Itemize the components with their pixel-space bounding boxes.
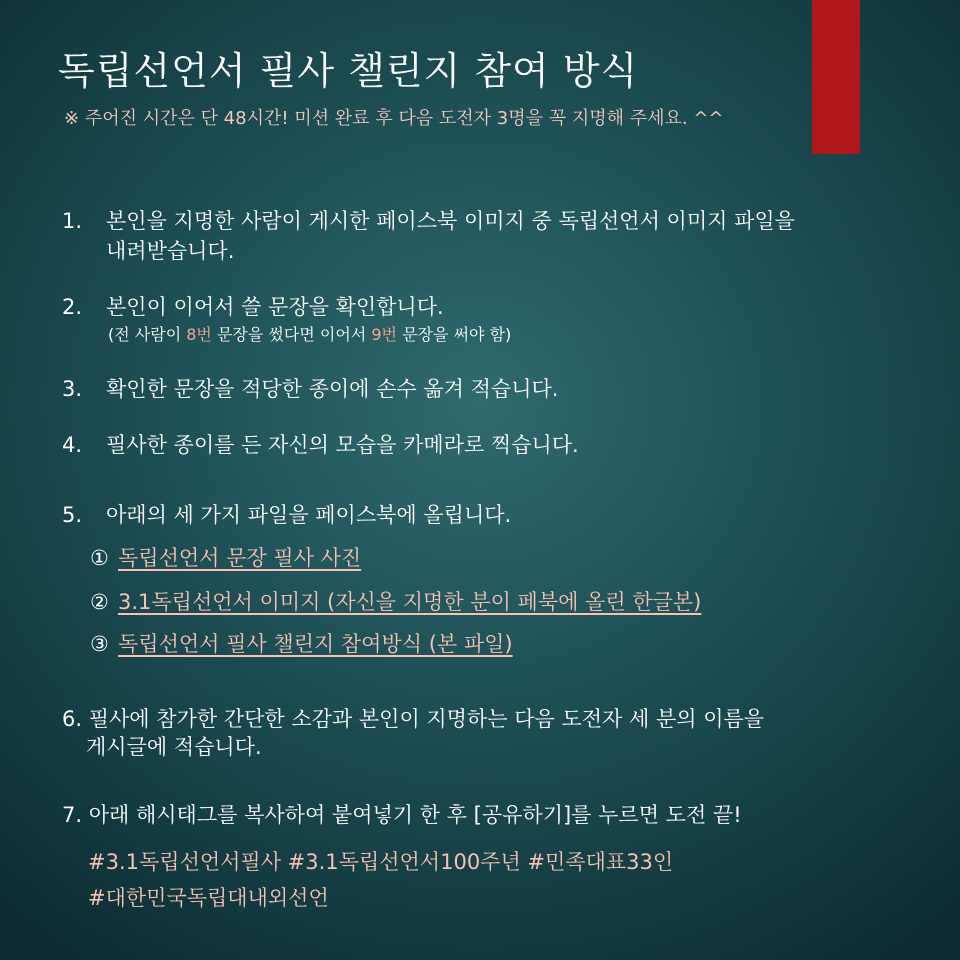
step-number: 6. <box>62 707 83 731</box>
circled-number: ② <box>90 590 109 614</box>
step-text: 본인을 지명한 사람이 게시한 페이스북 이미지 중 독립선언서 이미지 파일을 <box>106 209 795 233</box>
step-text: 아래의 세 가지 파일을 페이스북에 올립니다. <box>106 503 512 527</box>
file-item-1 <box>90 542 361 572</box>
step-number: 1. <box>62 209 83 233</box>
red-accent-bar <box>812 0 860 154</box>
circled-number: ① <box>90 546 109 570</box>
file-item-2 <box>90 586 701 616</box>
file-link[interactable]: 3.1독립선언서 이미지 (자신을 지명한 분이 페북에 올린 한글본) <box>118 590 702 614</box>
step-text: 확인한 문장을 적당한 종이에 손수 옮겨 적습니다. <box>106 377 559 401</box>
step-number: 7. <box>62 803 83 827</box>
file-item-3 <box>90 628 513 658</box>
step-7 <box>62 800 742 830</box>
highlight-number: 9번 <box>371 325 397 344</box>
step-6-continued: 게시글에 적습니다. <box>86 735 262 759</box>
circled-number: ③ <box>90 632 109 656</box>
hashtag-line-2: #대한민국독립대내외선언 <box>88 886 329 910</box>
file-link[interactable]: 독립선언서 문장 필사 사진 <box>118 546 362 570</box>
subtitle-notice: ※ 주어진 시간은 단 48시간! 미션 완료 후 다음 도전자 3명을 꼭 지명해 주세요. ^^ <box>64 108 724 129</box>
file-link[interactable]: 독립선언서 필사 챌린지 참여방식 (본 파일) <box>118 632 513 656</box>
step-number: 4. <box>62 433 83 457</box>
step-text: 필사한 종이를 든 자신의 모습을 카메라로 찍습니다. <box>106 433 579 457</box>
step-6 <box>62 704 764 734</box>
step-number: 3. <box>62 377 83 401</box>
page-title: 독립선언서 필사 챌린지 참여 방식 <box>58 49 639 93</box>
step-text: 내려받습니다. <box>106 239 235 263</box>
step-2-note: (전 사람이 8번 문장을 썼다면 이어서 9번 문장을 써야 함) <box>108 325 512 344</box>
hashtag-line-1: #3.1독립선언서필사 #3.1독립선언서100주년 #민족대표33인 <box>88 850 674 874</box>
step-text: 아래 해시태그를 복사하여 붙여넣기 한 후 [공유하기]를 누르면 도전 끝! <box>88 803 742 827</box>
highlight-number: 8번 <box>186 325 212 344</box>
step-number: 2. <box>62 295 83 319</box>
step-text: 본인이 이어서 쓸 문장을 확인합니다. <box>106 295 444 319</box>
step-text: 필사에 참가한 간단한 소감과 본인이 지명하는 다음 도전자 세 분의 이름을 <box>88 707 765 731</box>
step-number: 5. <box>62 503 83 527</box>
